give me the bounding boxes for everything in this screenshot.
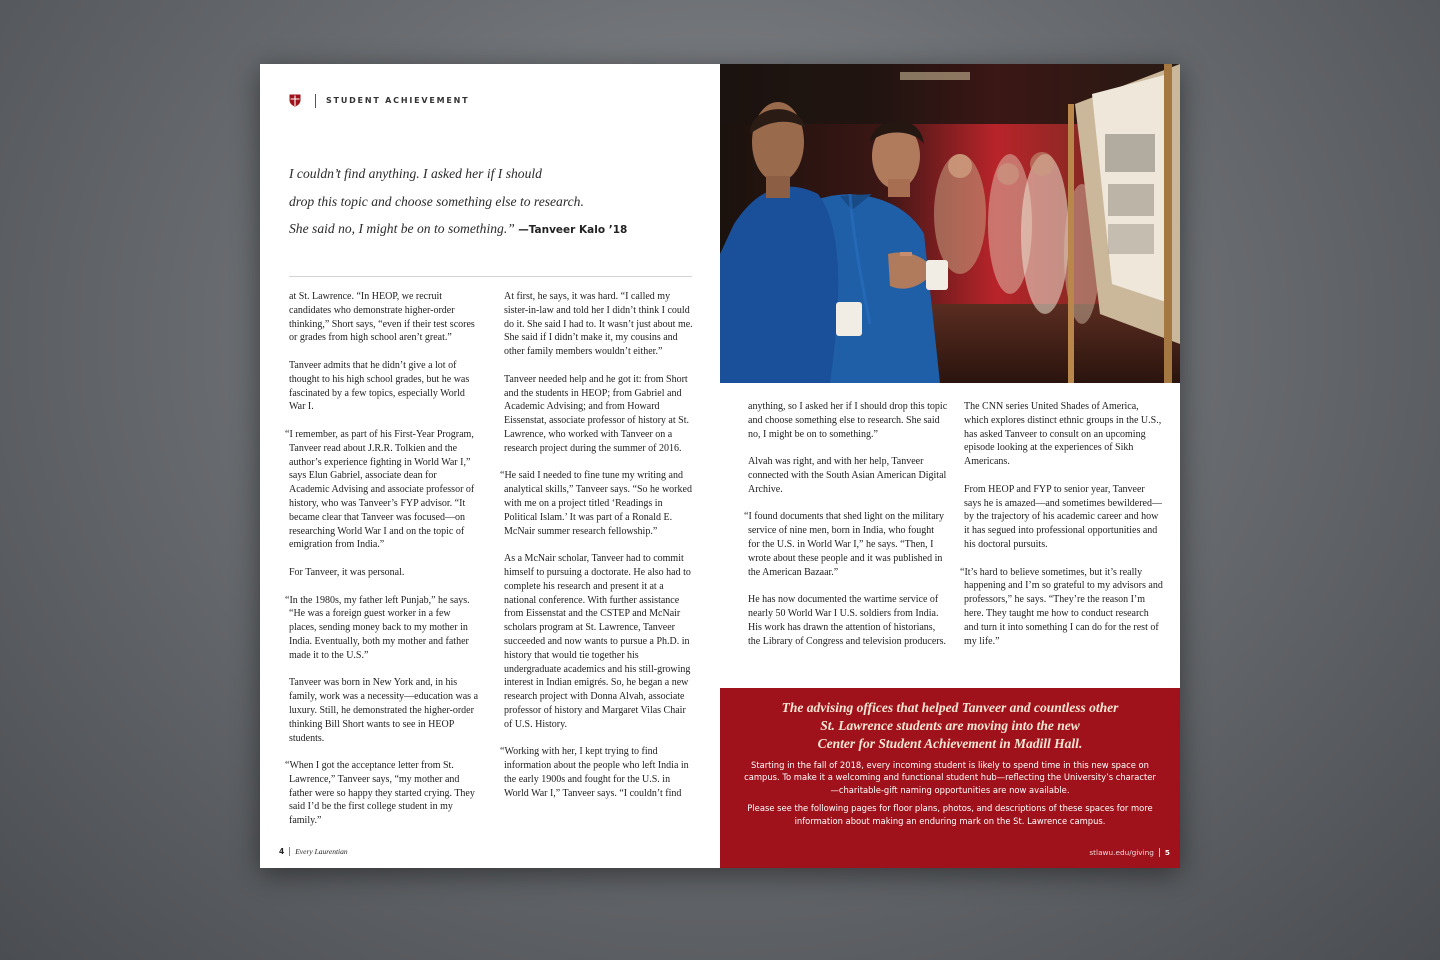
section-header xyxy=(289,93,469,108)
right-folio xyxy=(1089,848,1170,857)
paragraph: “It’s hard to believe sometimes, but it’s really happening and I’m so grateful to my advisors and professors,” he says. “They’re the reason I’m here. They taught me how to conduct research and turn it into something I can do for the rest of my life.” xyxy=(960,566,1163,647)
callout-headline-line: The advising offices that helped Tanveer and countless other xyxy=(781,700,1119,715)
paragraph: “In the 1980s, my father left Punjab,” he says. “He was a foreign guest worker in a few places, sending money back to my mother in India. Eventually, both my mother and father made it to the U.S.” xyxy=(285,594,470,661)
folio-divider xyxy=(1159,848,1160,857)
pull-quote-attribution: —Tanveer Kalo ’18 xyxy=(518,224,628,236)
magazine-name: Every Laurentian xyxy=(295,847,348,856)
paragraph: “Working with her, I kept trying to find information about the people who left India in the early 1900s and fought for the U.S. in World War I,” Tanveer says. “I couldn’t find xyxy=(500,746,689,799)
article-column-2 xyxy=(500,290,694,814)
left-page xyxy=(260,64,720,868)
paragraph: For Tanveer, it was personal. xyxy=(289,566,405,578)
paragraph: From HEOP and FYP to senior year, Tanveer says he is amazed—and sometimes bewildered—by the trajectory of his academic career and how it has segued into professional opportunities and his doctoral pursuits. xyxy=(964,483,1162,550)
callout-paragraph: Please see the following pages for floor plans, photos, and descriptions of these spaces for more information about making an enduring mark on the St. Lawrence campus. xyxy=(747,803,1153,826)
paragraph: At first, he says, it was hard. “I called my sister-in-law and told her I didn’t think I could do it. She said I had to. It wasn’t just about me. She said if I didn’t make it, my cousins and other family members wouldn’t either.” xyxy=(504,291,693,358)
paragraph: “I remember, as part of his First-Year Program, Tanveer read about J.R.R. Tolkien and the author’s experience fighting in World War I,” says Elun Gabriel, associate dean for Academic Advising and associate professor of history, who was Tanveer’s FYP advisor. “It became clear that Tanveer was focused—on researching World War I and on the topic of emigration from India.” xyxy=(285,428,475,551)
pull-quote-line xyxy=(289,215,689,245)
paragraph: Tanveer admits that he didn’t give a lot of thought to his high school grades, but he was fascinated by a few topics, especially World War I. xyxy=(289,359,470,413)
paragraph: Tanveer needed help and he got it: from Short and the students in HEOP; from Gabriel and Academic Advising; and from Howard Eissenstat, associate professor of history at St. Lawrence, who worked with Tanveer on a research project during the summer of 2016. xyxy=(504,373,689,454)
event-photo-illustration xyxy=(720,64,1180,383)
pull-quote xyxy=(289,160,689,245)
article-column-1 xyxy=(285,290,479,842)
left-folio xyxy=(279,847,348,856)
giving-url: stlawu.edu/giving xyxy=(1089,848,1154,857)
right-page xyxy=(720,64,1180,868)
paragraph: As a McNair scholar, Tanveer had to commit himself to pursuing a doctorate. He also had to complete his research and present it at a national conference. With further assistance from Eissenstat and the CSTEP and McNair scholars program at St. Lawrence, Tanveer succeeded and now wants to pursue a Ph.D. in history that would tie together his undergraduate academics and his still-growing interest in Indian emigrés. So, he began a new research project with Donna Alvah, associate professor of history and Margaret Vilas Chair of U.S. History. xyxy=(504,553,691,730)
paragraph: Tanveer was born in New York and, in his family, work was a necessity—education was a luxury. Still, he demonstrated the higher-order thinking Bill Short wants to see in HEOP students. xyxy=(289,677,479,744)
pull-quote-line: I couldn’t find anything. I asked her if I should xyxy=(289,166,542,181)
pull-quote-divider xyxy=(289,276,692,277)
paragraph: He has now documented the wartime service of nearly 50 World War I U.S. soldiers from India. His work has drawn the attention of historians, the Library of Congress and television producers. xyxy=(748,594,947,647)
paragraph: Alvah was right, and with her help, Tanveer connected with the South Asian American Digital Archive. xyxy=(748,456,947,495)
article-column-4 xyxy=(960,400,1164,662)
event-photo xyxy=(720,64,1180,383)
paragraph: anything, so I asked her if I should drop this topic and choose something else to research. She said no, I might be on to something.” xyxy=(748,401,948,440)
callout-body xyxy=(742,759,1158,833)
paragraph: at St. Lawrence. “In HEOP, we recruit candidates who demonstrate higher-order thinking,” Short says, “even if their test scores or grades from high school aren’t great.” xyxy=(289,291,475,344)
paragraph: “He said I needed to fine tune my writing and analytical skills,” Tanveer says. “So he worked with me on a project titled ‘Readings in Political Islam.’ It was part of a Ronald E. McNair summer research fellowship.” xyxy=(500,470,692,537)
article-column-3 xyxy=(744,400,948,662)
paragraph: The CNN series United Shades of America, which explores distinct ethnic groups in the U.S., has asked Tanveer to consult on an upcoming episode looking at the experiences of Sikh Americans. xyxy=(964,401,1162,468)
magazine-spread xyxy=(260,64,1180,868)
callout-headline-line: St. Lawrence students are moving into the new xyxy=(820,718,1080,733)
paragraph: “When I got the acceptance letter from St. Lawrence,” Tanveer says, “my mother and father were so happy they started crying. They said I’d be the first college student in my family.” xyxy=(285,760,475,827)
giving-callout-box xyxy=(720,688,1180,868)
paragraph: “I found documents that shed light on the military service of nine men, born in India, who fought for the U.S. in World War I,” he says. “Then, I wrote about these people and it was published in the American Bazaar.” xyxy=(744,511,944,578)
section-label: STUDENT ACHIEVEMENT xyxy=(326,96,470,105)
page-number: 4 xyxy=(279,847,285,856)
pull-quote-line: drop this topic and choose something else to research. xyxy=(289,193,584,209)
callout-headline-line: Center for Student Achievement in Madill Hall. xyxy=(817,736,1083,751)
shield-logo-icon xyxy=(289,94,301,107)
folio-divider xyxy=(289,847,290,856)
pull-quote-text: She said no, I might be on to something.” xyxy=(289,221,515,236)
callout-paragraph: Starting in the fall of 2018, every incoming student is likely to spend time in this new space on campus. To make it a welcoming and functional student hub—reflecting the University’s character—charitable-gift naming opportunities are now available. xyxy=(744,760,1156,795)
section-header-divider xyxy=(315,94,316,108)
callout-headline xyxy=(740,699,1160,753)
page-number: 5 xyxy=(1164,848,1170,857)
